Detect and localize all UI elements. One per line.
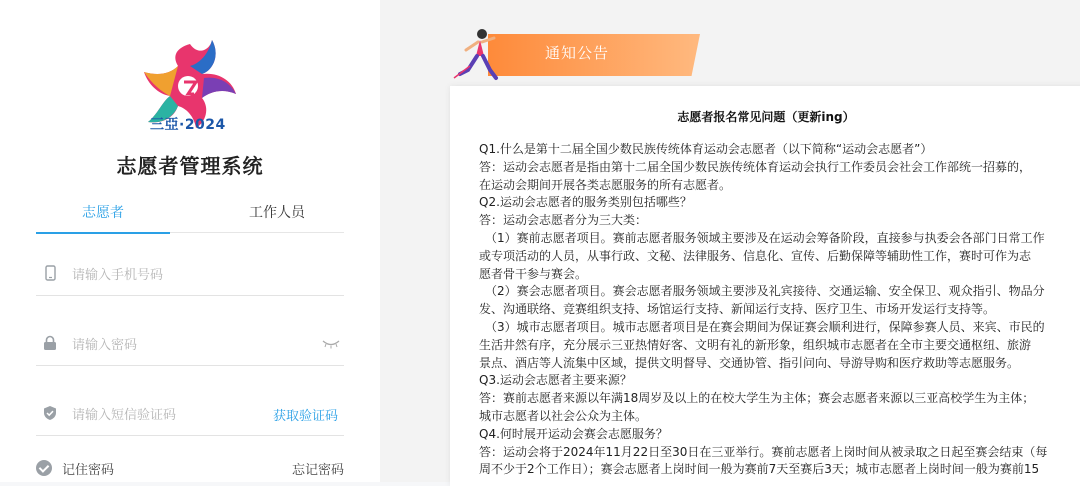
tab-staff[interactable]: 工作人员 — [249, 205, 305, 221]
notice-line: 城市志愿者以社会公众为主体。 — [479, 408, 648, 423]
login-options — [36, 456, 344, 480]
tab-volunteer[interactable]: 志愿者 — [36, 196, 170, 234]
shield-icon — [42, 405, 58, 421]
notice-line: 答：运动会志愿者分为三大类： — [479, 213, 648, 228]
password-field — [36, 323, 344, 366]
phone-icon — [42, 265, 58, 281]
logo-text: 三亞·2024 — [150, 117, 226, 133]
notice-line: （3）城市志愿者项目。城市志愿者项目是在赛会期间为保证赛会顺利进行，保障参赛人员、来宾、市民的 — [485, 319, 1045, 334]
notice-line: 答：运动会志愿者是指由第十二届全国少数民族传统体育运动会执行工作委员会社会工作部统一招募的， — [479, 159, 1032, 174]
password-input[interactable] — [70, 331, 284, 359]
notice-line: Q1.什么是第十二届全国少数民族传统体育运动会志愿者（以下简称“运动会志愿者”） — [479, 142, 933, 156]
notice-line: 答：赛前志愿者来源以年满18周岁及以上的在校大学生为主体；赛会志愿者来源以三亚高校学生为主体； — [479, 391, 1035, 406]
notice-line: 或专项活动的人员，从事行政、文秘、法律服务、信息化、宣传、后勤保障等辅助性工作，赛时可作为志 — [479, 248, 1032, 263]
notice-line: 周不少于2个工作日）；赛会志愿者上岗时间一般为赛前7天至赛后3天；城市志愿者上岗时间一般为赛前15 — [479, 462, 1040, 477]
runner-icon — [452, 26, 502, 82]
sms-field — [36, 393, 344, 436]
notice-content — [479, 141, 1064, 479]
notice-line: 在运动会期间开展各类志愿服务的所有志愿者。 — [479, 177, 732, 192]
notice-line: 发、沟通联络、竞赛组织支持、场馆运行支持、新闻运行支持、医疗卫生、市场开发运行支持等。 — [479, 302, 996, 317]
sms-code-input[interactable] — [70, 401, 284, 429]
get-code-button[interactable]: 获取验证码 — [272, 409, 338, 424]
system-title: 志愿者管理系统 — [116, 154, 264, 178]
notice-line: 生活井然有序，充分展示三亚热情好客、文明有礼的新形象，组织城市志愿者在全市主要交通枢纽、旅游 — [479, 337, 1032, 352]
forgot-password-link[interactable]: 忘记密码 — [291, 463, 344, 478]
notice-title: 志愿者报名常见问题（更新ing） — [677, 110, 855, 124]
notice-banner-title: 通知公告 — [545, 44, 610, 62]
remember-password-label[interactable]: 记住密码 — [62, 463, 115, 478]
notice-line: （2）赛会志愿者项目。赛会志愿者服务领域主要涉及礼宾接待、交通运输、安全保卫、观众指引、物品分 — [485, 284, 1045, 299]
check-circle-icon[interactable] — [36, 460, 52, 476]
notice-card — [450, 86, 1080, 486]
notice-line: Q2.运动会志愿者的服务类别包括哪些？ — [479, 195, 692, 210]
notice-line: （1）赛前志愿者项目。赛前志愿者服务领域主要涉及在运动会筹备阶段，直接参与执委会各部门日常工作 — [485, 230, 1045, 245]
phone-field — [36, 253, 344, 296]
notice-line: 愿者骨干参与赛会。 — [479, 266, 588, 281]
phone-input[interactable] — [70, 261, 284, 289]
notice-line: 景点、酒店等人流集中区域，提供文明督导、交通协管、指引问向、导游导购和医疗救助等志愿服务。 — [479, 355, 1020, 370]
notice-line: Q3.运动会志愿者主要来源？ — [479, 373, 632, 388]
login-tabs — [36, 196, 344, 233]
notice-line: 答：运动会将于2024年11月22日至30日在三亚举行。赛前志愿者上岗时间从被录取之日起至赛会结束（每 — [479, 444, 1048, 459]
login-panel — [0, 0, 380, 482]
notice-line: Q4.何时展开运动会赛会志愿服务？ — [479, 426, 668, 441]
lock-icon — [42, 335, 58, 351]
eye-closed-icon[interactable] — [322, 339, 340, 349]
